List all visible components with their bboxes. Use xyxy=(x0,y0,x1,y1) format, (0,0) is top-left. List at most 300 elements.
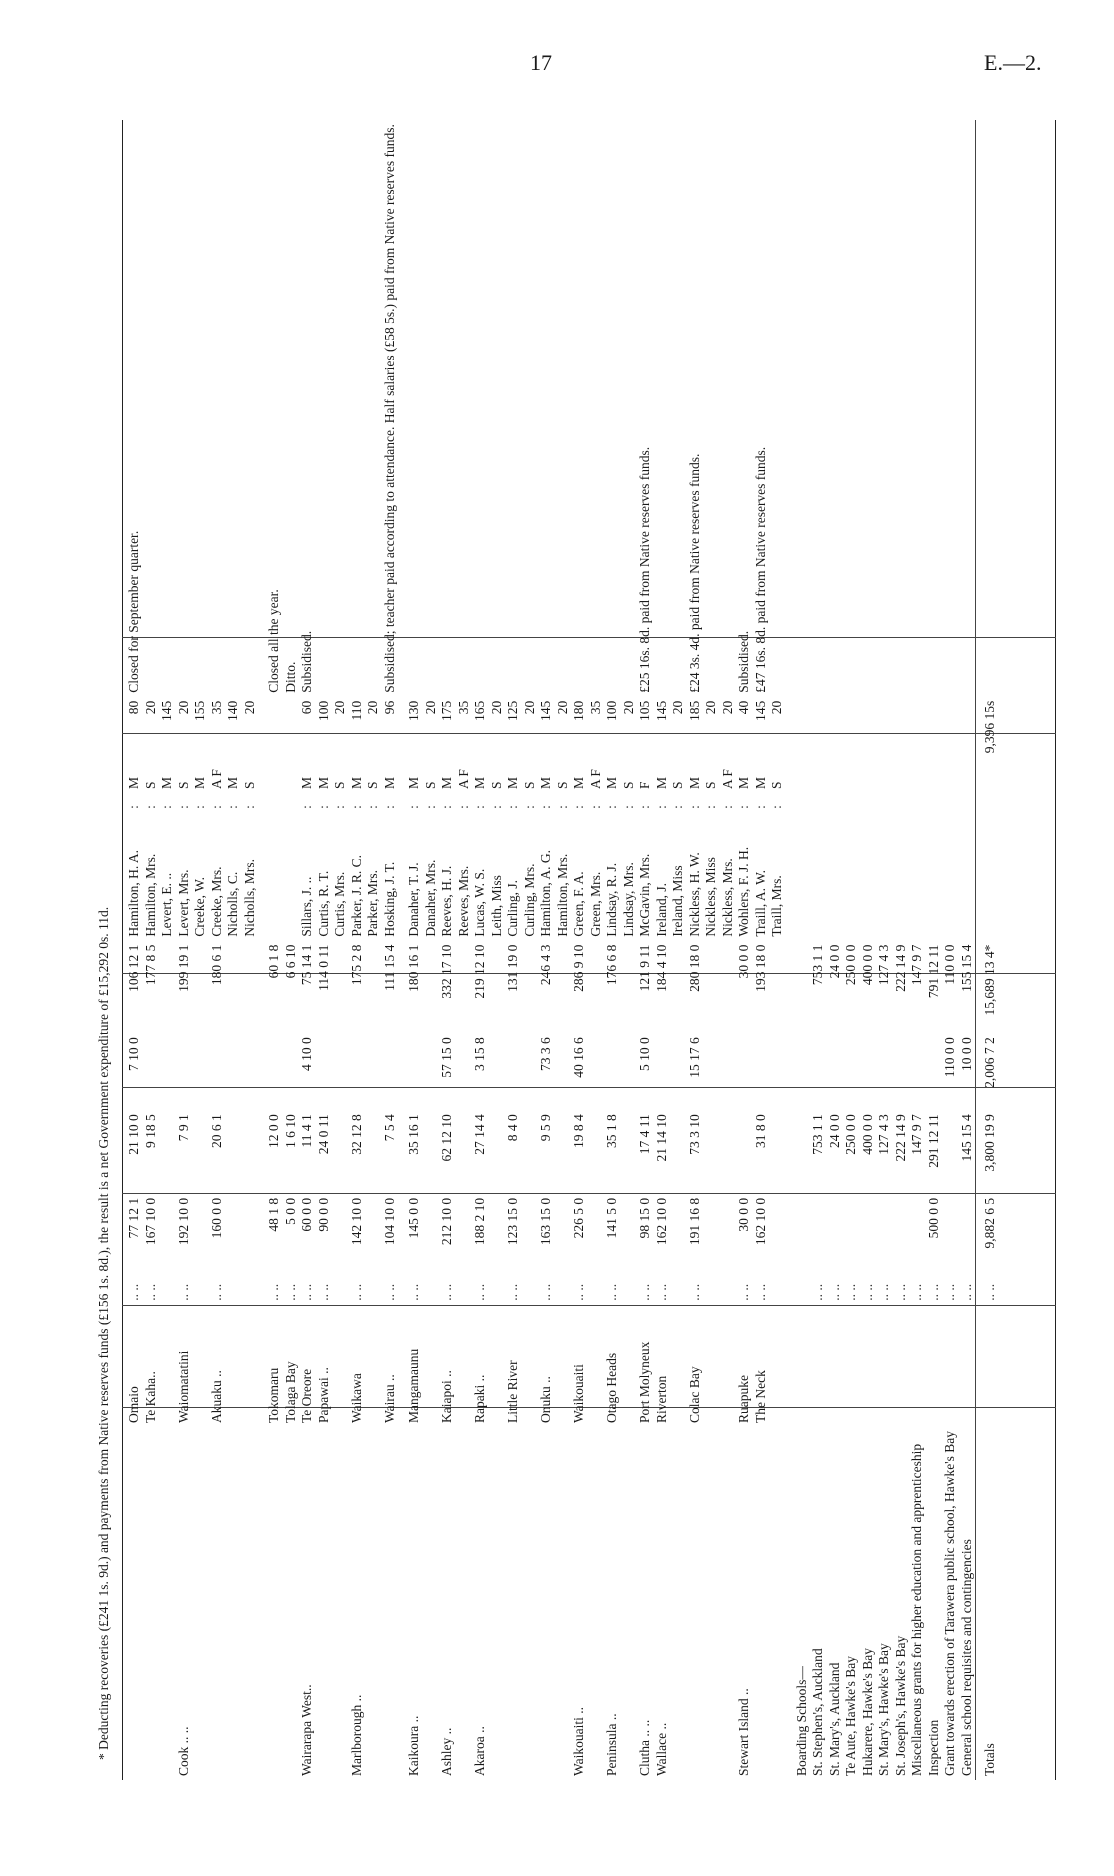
table-row xyxy=(456,120,473,1780)
amount-2-cell xyxy=(159,1110,176,1194)
salary-cell: 185 xyxy=(686,700,702,722)
leader-dots: : xyxy=(620,805,636,809)
row-spacer xyxy=(258,120,266,1780)
school-cell xyxy=(959,1305,976,1427)
table-row xyxy=(439,120,456,1780)
school-cell: The Neck xyxy=(752,1370,768,1423)
position-code-cell: F xyxy=(637,781,652,790)
teacher-cell: Creeke, Mrs. xyxy=(208,866,224,937)
amount-2-cell: 20 6 1 xyxy=(208,1114,224,1148)
amount-1-cell: 98 15 0 xyxy=(637,1197,652,1239)
leader-dots: .. .. xyxy=(208,1283,224,1301)
total-amount-cell xyxy=(794,941,811,1034)
region-cell: Marlborough .. xyxy=(348,1694,364,1776)
leader-dots xyxy=(876,793,893,813)
total-amount-cell: 180 16 1 xyxy=(406,944,421,992)
teacher-cell: Curtis, R. T. xyxy=(315,870,331,937)
region-cell xyxy=(538,1427,555,1780)
total-amount-cell: 246 4 3 xyxy=(538,944,553,986)
totals-label: Totals xyxy=(976,1427,999,1780)
remark-cell xyxy=(621,120,638,697)
salary-cell: 145 xyxy=(159,700,174,722)
region-cell xyxy=(423,1427,440,1780)
amount-3-cell xyxy=(769,1033,786,1110)
leader-dots: .. .. xyxy=(126,1283,141,1301)
school-cell: Tokomaru xyxy=(266,1367,281,1423)
remark-cell xyxy=(209,120,226,697)
salary-cell: 20 xyxy=(241,700,257,715)
total-amount-cell: 111 15 4 xyxy=(381,944,397,991)
region-cell: St. Mary's, Auckland xyxy=(826,1662,842,1776)
table-row xyxy=(299,120,316,1780)
leader-dots: : xyxy=(587,805,603,809)
amount-2-cell: 19 8 4 xyxy=(571,1114,586,1148)
total-amount-cell: 791 12 11 xyxy=(925,944,941,999)
table-row xyxy=(332,120,349,1780)
leader-dots: : xyxy=(670,805,685,809)
salary-cell: 80 xyxy=(126,700,141,715)
teacher-cell: Nickless, Mrs. xyxy=(719,858,735,937)
amount-3-cell xyxy=(893,1033,910,1110)
school-cell xyxy=(926,1305,943,1427)
remark-cell xyxy=(703,120,720,697)
amount-2-cell xyxy=(588,1110,605,1194)
table-row xyxy=(909,120,926,1780)
amount-1-cell: 77 12 1 xyxy=(126,1197,141,1239)
position-code-cell: S xyxy=(670,781,685,790)
leader-dots: .. .. xyxy=(571,1283,586,1301)
teacher-cell: Danaher, Mrs. xyxy=(422,859,438,937)
salary-cell xyxy=(942,697,959,761)
amount-1-cell: 90 0 0 xyxy=(315,1197,331,1232)
region-cell xyxy=(703,1427,720,1780)
amount-1-cell xyxy=(522,1194,539,1269)
remark-cell: Subsidised; teacher paid according to attendance. Half salaries (£58 5s.) paid from Native reserves funds. xyxy=(381,124,397,693)
teacher-cell: Parker, Mrs. xyxy=(365,870,380,937)
position-code-cell xyxy=(794,761,811,793)
position-code-cell: S xyxy=(620,781,636,790)
salary-cell: 20 xyxy=(769,700,784,715)
total-amount-cell xyxy=(522,941,539,1034)
table-row xyxy=(472,120,489,1780)
total-amount-cell xyxy=(423,941,440,1034)
leader-dots: : xyxy=(332,805,347,809)
total-amount-cell: 180 6 1 xyxy=(208,944,224,986)
salary-cell: 100 xyxy=(604,700,619,722)
salary-cell: 125 xyxy=(505,700,520,722)
teacher-cell: Creeke, W. xyxy=(192,877,207,937)
teacher-cell: Danaher, T. J. xyxy=(406,862,421,937)
school-cell: Papawai .. xyxy=(315,1367,331,1423)
leader-dots: : xyxy=(159,805,174,809)
teacher-cell: Hamilton, Mrs. xyxy=(554,853,570,937)
region-cell: Ashley .. xyxy=(439,1727,454,1776)
school-cell xyxy=(621,1305,638,1427)
school-cell xyxy=(670,1305,687,1427)
amount-3-cell xyxy=(382,1033,399,1110)
teacher-cell: Nicholls, Mrs. xyxy=(241,859,257,937)
amount-2-cell: 7 5 4 xyxy=(381,1114,397,1142)
school-cell xyxy=(843,1305,860,1427)
total-amount-cell xyxy=(720,941,737,1034)
table-row xyxy=(176,120,193,1780)
amount-3-cell: 7 10 0 xyxy=(126,1037,141,1071)
leader-dots: : xyxy=(348,805,364,809)
remark-cell xyxy=(893,120,910,697)
salary-cell: 180 xyxy=(571,700,586,722)
amount-2-cell xyxy=(489,1110,506,1194)
teacher-cell: Parker, J. R. C. xyxy=(348,855,364,937)
table-row xyxy=(942,120,959,1780)
total-amount-cell: 110 0 0 xyxy=(942,944,957,985)
school-cell xyxy=(794,1305,811,1427)
position-code-cell: A F xyxy=(455,769,471,790)
leader-dots: .. .. xyxy=(686,1283,702,1301)
position-code-cell: A F xyxy=(719,769,735,790)
amount-1-cell xyxy=(876,1194,893,1269)
position-code-cell: M xyxy=(315,777,331,790)
amount-2-cell: 1 6 10 xyxy=(282,1114,298,1148)
teacher-cell xyxy=(942,813,959,941)
total-amount-cell: 114 0 11 xyxy=(315,944,331,991)
total-amount-cell: 184 4 10 xyxy=(653,944,669,992)
region-cell: Clutha .. .. xyxy=(637,1719,652,1776)
position-code-cell: M xyxy=(299,777,314,790)
amount-1-cell xyxy=(670,1194,687,1269)
school-cell: Wairau .. xyxy=(381,1374,397,1423)
amount-2-cell xyxy=(769,1110,786,1194)
leader-dots: .. .. xyxy=(843,1283,858,1301)
leader-dots xyxy=(893,793,910,813)
amount-2-cell: 7 9 1 xyxy=(175,1114,191,1142)
table-row xyxy=(159,120,176,1780)
spacer-cell xyxy=(398,120,406,1780)
teacher-cell xyxy=(810,813,827,941)
amount-1-cell: 160 0 0 xyxy=(208,1197,224,1239)
position-code-cell: A F xyxy=(208,769,224,790)
amount-2-cell xyxy=(621,1110,638,1194)
school-cell: Mangamaunu xyxy=(406,1348,421,1423)
leader-dots: : xyxy=(538,805,553,809)
position-code-cell xyxy=(942,761,959,793)
spacer-cell xyxy=(786,120,794,1780)
leader-dots xyxy=(588,1269,605,1305)
region-cell xyxy=(209,1427,226,1780)
amount-2-cell xyxy=(670,1110,687,1194)
remark-cell xyxy=(489,120,506,697)
amount-3-cell xyxy=(316,1033,333,1110)
leader-dots: : xyxy=(653,805,669,809)
amount-1-cell: 500 0 0 xyxy=(925,1197,941,1239)
table-row xyxy=(489,120,506,1780)
salary-cell: 165 xyxy=(472,700,487,722)
amount-3-cell xyxy=(522,1033,539,1110)
table-row xyxy=(736,120,753,1780)
teacher-cell: Traill, Mrs. xyxy=(769,875,784,937)
remark-cell xyxy=(827,120,844,697)
amount-3-cell xyxy=(876,1033,893,1110)
amount-2-cell: 32 12 8 xyxy=(348,1114,364,1155)
leader-dots: : xyxy=(505,805,520,809)
salary-cell: 35 xyxy=(455,700,471,715)
leader-dots: .. .. xyxy=(958,1283,974,1301)
school-cell: Waikouaiti xyxy=(571,1364,586,1423)
position-code-cell: M xyxy=(752,777,768,790)
amount-2-cell: 145 15 4 xyxy=(958,1114,974,1162)
school-cell: Rapaki .. xyxy=(472,1374,487,1423)
leader-dots: .. .. xyxy=(925,1283,941,1301)
table-row xyxy=(316,120,333,1780)
position-code-cell: S xyxy=(365,781,380,790)
leader-dots xyxy=(794,793,811,813)
leader-dots xyxy=(926,793,943,813)
teacher-cell: Nickless, H. W. xyxy=(686,852,702,937)
empty-cell xyxy=(976,1305,999,1427)
region-cell xyxy=(365,1427,382,1780)
teacher-cell xyxy=(926,813,943,941)
table-row xyxy=(810,120,827,1780)
rotated-table-region xyxy=(96,120,1056,1780)
table-row xyxy=(423,120,440,1780)
leader-dots: : xyxy=(381,805,397,809)
teacher-cell: Hosking, J. T. xyxy=(381,861,397,937)
position-code-cell: M xyxy=(571,777,586,790)
amount-3-cell xyxy=(810,1033,827,1110)
leader-dots: .. .. xyxy=(637,1283,652,1301)
remark-cell xyxy=(192,120,209,697)
position-code-cell xyxy=(926,761,943,793)
amount-3-cell xyxy=(159,1033,176,1110)
position-code-cell xyxy=(959,761,976,793)
table-row xyxy=(126,120,143,1780)
region-cell xyxy=(588,1427,605,1780)
position-code-cell: S xyxy=(521,781,537,790)
amount-2-cell: 27 14 4 xyxy=(472,1114,487,1155)
table-row xyxy=(242,120,259,1780)
amount-3-cell xyxy=(843,1033,860,1110)
amount-1-cell: 163 15 0 xyxy=(538,1197,553,1246)
school-cell: Little River xyxy=(505,1360,520,1423)
amount-1-cell xyxy=(332,1194,349,1269)
leader-dots: : xyxy=(175,805,191,809)
region-cell: Wairarapa West.. xyxy=(299,1684,314,1776)
total-amount-cell: 193 18 0 xyxy=(752,944,768,992)
total-amount-cell xyxy=(242,941,259,1034)
row-spacer xyxy=(398,120,406,1780)
leader-dots: .. .. xyxy=(142,1283,158,1301)
amount-3-cell xyxy=(794,1033,811,1110)
school-cell xyxy=(555,1305,572,1427)
remark-cell xyxy=(538,120,555,697)
ledger-sheet xyxy=(96,120,1056,1780)
total-amount-cell xyxy=(769,941,786,1034)
school-cell: Otago Heads xyxy=(604,1352,619,1423)
salary-cell: 20 xyxy=(488,700,504,715)
region-cell xyxy=(720,1427,737,1780)
school-cell: Tolaga Bay xyxy=(282,1361,298,1423)
remark-cell xyxy=(332,120,349,697)
position-code-cell: M xyxy=(192,777,207,790)
teacher-cell: Wohlers, F. J. H. xyxy=(736,846,751,937)
school-cell: Colac Bay xyxy=(686,1366,702,1423)
amount-1-cell xyxy=(942,1194,959,1269)
remark-cell xyxy=(810,120,827,697)
teacher-cell: Green, F. A. xyxy=(571,871,586,937)
teacher-cell: Curtis, Mrs. xyxy=(332,871,347,937)
remark-cell xyxy=(604,120,621,697)
leader-dots: : xyxy=(241,805,257,809)
teacher-cell: Traill, A. W. xyxy=(752,869,768,937)
leader-dots: .. .. xyxy=(876,1283,891,1301)
position-code-cell xyxy=(843,761,860,793)
leader-dots: : xyxy=(455,805,471,809)
leader-dots xyxy=(555,1269,572,1305)
leader-dots xyxy=(720,1269,737,1305)
amount-2-cell: 11 4 1 xyxy=(299,1114,314,1148)
amount-2-cell: 24 0 11 xyxy=(315,1114,331,1155)
salary-cell: 20 xyxy=(670,700,685,715)
salary-cell: 20 xyxy=(175,700,191,715)
salary-cell xyxy=(810,697,827,761)
total-amount-cell: 250 0 0 xyxy=(843,944,858,986)
teacher-cell xyxy=(893,813,910,941)
amount-2-cell: 24 0 0 xyxy=(826,1114,842,1148)
teacher-cell: Leith, Miss xyxy=(488,875,504,937)
position-code-cell: M xyxy=(348,777,364,790)
table-row xyxy=(860,120,877,1780)
position-code-cell: M xyxy=(653,777,669,790)
leader-dots: : xyxy=(686,805,702,809)
school-cell xyxy=(332,1305,349,1427)
leader-dots: : xyxy=(439,805,454,809)
table-row xyxy=(349,120,366,1780)
table-row xyxy=(687,120,704,1780)
leader-dots: : xyxy=(406,805,421,809)
amount-1-cell xyxy=(860,1194,877,1269)
leader-dots: .. .. xyxy=(282,1283,298,1301)
amount-1-cell: 141 5 0 xyxy=(604,1197,619,1239)
salary-cell: 100 xyxy=(315,700,331,722)
teacher-cell: Reeves, H. J. xyxy=(439,865,454,937)
region-cell xyxy=(522,1427,539,1780)
school-cell xyxy=(522,1305,539,1427)
school-cell: Ruapuke xyxy=(736,1375,751,1423)
region-cell: Inspection xyxy=(925,1719,941,1776)
amount-1-cell xyxy=(794,1194,811,1269)
school-cell: Te Kaha.. xyxy=(142,1371,158,1423)
amount-1-cell: 142 10 0 xyxy=(348,1197,364,1246)
empty-cell xyxy=(976,120,999,697)
total-amount-cell: 24 0 0 xyxy=(826,944,842,979)
amount-3-cell xyxy=(860,1033,877,1110)
remark-cell xyxy=(909,120,926,697)
school-cell xyxy=(242,1305,259,1427)
amount-3-cell xyxy=(555,1033,572,1110)
position-code-cell xyxy=(266,761,283,793)
remark-cell xyxy=(571,120,588,697)
table-row xyxy=(753,120,770,1780)
grand-total-cell: 15,689 13 4* xyxy=(976,941,999,1034)
region-cell xyxy=(332,1427,349,1780)
amount-1-cell: 226 5 0 xyxy=(571,1197,586,1239)
salary-cell xyxy=(926,697,943,761)
leader-dots: .. .. xyxy=(406,1283,421,1301)
amount-3-cell xyxy=(365,1033,382,1110)
leader-dots: .. .. xyxy=(892,1283,908,1301)
table-row xyxy=(555,120,572,1780)
teacher-cell xyxy=(827,813,844,941)
region-cell: General school requisites and contingencies xyxy=(958,1539,974,1776)
amount-1-cell xyxy=(843,1194,860,1269)
position-code-cell: S xyxy=(241,781,257,790)
school-cell xyxy=(588,1305,605,1427)
position-code-cell: M xyxy=(686,777,702,790)
school-cell xyxy=(703,1305,720,1427)
amount-2-cell: 17 4 11 xyxy=(637,1114,652,1155)
amount-1-cell xyxy=(555,1194,572,1269)
amount-1-cell: 123 15 0 xyxy=(505,1197,520,1246)
school-cell xyxy=(456,1305,473,1427)
teacher-cell: Lindsay, Mrs. xyxy=(620,862,636,937)
leader-dots xyxy=(942,793,959,813)
region-cell xyxy=(143,1427,160,1780)
leader-dots: .. .. xyxy=(859,1283,875,1301)
salary-cell: 35 xyxy=(208,700,224,715)
leader-dots xyxy=(909,793,926,813)
position-code-cell: S xyxy=(703,781,718,790)
amount-1-cell xyxy=(159,1194,176,1269)
amount-1-cell xyxy=(769,1194,786,1269)
region-cell: Te Aute, Hawke's Bay xyxy=(843,1656,858,1776)
leader-dots: : xyxy=(703,805,718,809)
position-code-cell xyxy=(810,761,827,793)
region-cell xyxy=(687,1427,704,1780)
leader-dots xyxy=(332,1269,349,1305)
school-cell xyxy=(942,1305,959,1427)
amount-3-cell xyxy=(406,1033,423,1110)
remark-cell xyxy=(143,120,160,697)
teacher-cell: Hamilton, H. A. xyxy=(126,850,141,937)
table-row xyxy=(538,120,555,1780)
region-cell xyxy=(316,1427,333,1780)
amount-2-cell xyxy=(332,1110,349,1194)
leader-dots xyxy=(670,1269,687,1305)
total-amount-cell: 199 19 1 xyxy=(175,944,191,992)
remark-cell xyxy=(456,120,473,697)
teacher-cell: Nicholls, C. xyxy=(225,871,240,937)
table-row xyxy=(621,120,638,1780)
amount-3-cell xyxy=(926,1033,943,1110)
leader-dots: .. .. xyxy=(810,1283,825,1301)
region-cell: Waikouaiti .. xyxy=(571,1706,586,1776)
leader-dots: .. .. xyxy=(472,1283,487,1301)
remark-cell xyxy=(505,120,522,697)
region-cell: St. Stephen's, Auckland xyxy=(810,1648,825,1776)
position-code-cell xyxy=(909,761,926,793)
salary-cell: 20 xyxy=(332,700,347,715)
region-cell: Grant towards erection of Tarawera public school, Hawke's Bay xyxy=(942,1431,957,1776)
amount-3-cell xyxy=(654,1033,671,1110)
table-row xyxy=(266,120,283,1780)
amount-1-cell xyxy=(959,1194,976,1269)
amount-1-cell xyxy=(703,1194,720,1269)
expenditure-table xyxy=(126,120,999,1780)
school-cell xyxy=(365,1305,382,1427)
table-top-rule xyxy=(122,120,123,1780)
remark-cell xyxy=(876,120,893,697)
leader-dots: : xyxy=(299,805,314,809)
salary-cell: 155 xyxy=(192,700,207,722)
